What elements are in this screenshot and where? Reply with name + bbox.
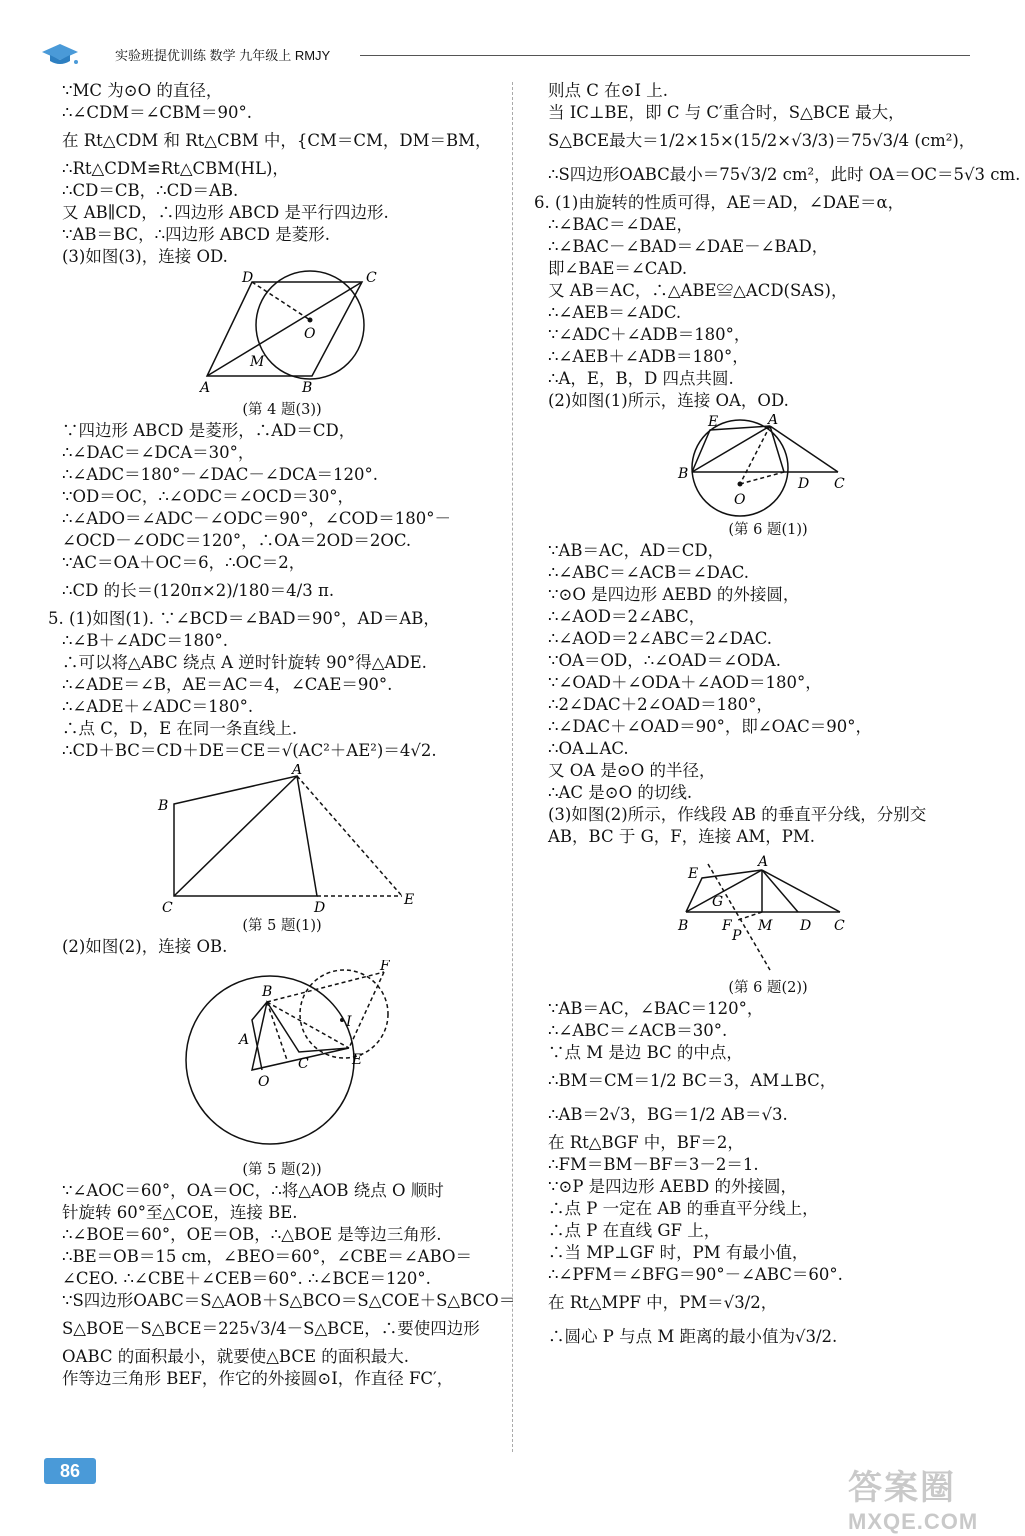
text-line: ∴∠AEB＝∠ADC. [548,303,682,322]
page-header [30,40,990,68]
text-line: 则点 C 在⊙I 上. [548,81,668,100]
text-line: ∴点 C，D，E 在同一条直线上. [62,719,298,738]
point-label: A [292,764,303,778]
text-line: ∴点 P 在直线 GF 上， [548,1221,721,1240]
book-title: 实验班提优训练 数学 九年级上 RMJY [115,48,331,63]
text-line: ∴A，E，B，D 四点共圆. [548,369,734,388]
text-line: ∵AB＝AC，AD＝CD， [548,541,725,560]
point-label: E [404,892,415,908]
point-label: M [758,918,773,934]
text-line: ∴2∠DAC＋2∠OAD＝180°， [548,695,773,714]
text-line: ∴AC 是⊙O 的切线. [548,783,693,802]
text-line: ∴∠CDM＝∠CBM＝90°. [62,103,253,122]
text-line: S△BOE－S△BCE＝225√3/4－S△BCE，∴要使四边形 [62,1319,480,1338]
figure-5-2 [62,960,502,1158]
watermark-line: 答案圈 [848,1469,956,1507]
text-line: ∴S四边形OABC最小＝75√3/2 cm²，此时 OA＝OC＝5√3 cm. [548,165,1021,184]
text-line: ∵∠AOC＝60°，OA＝OC，∴将△AOB 绕点 O 顺时 [62,1181,444,1200]
text-line: ∵∠ADC＋∠ADB＝180°， [548,325,751,344]
figure-caption: (第 4 题(3)) [242,402,322,418]
text-line: (2)如图(1)所示，连接 OA，OD. [548,391,789,410]
text-line: 在 Rt△BGF 中，BF＝2， [548,1133,744,1152]
point-label: A [758,854,769,870]
point-label: E [352,1052,363,1068]
text-line: ∠OCD－∠ODC＝120°，∴OA＝2OD＝2OC. [62,531,412,550]
text-line: ∴∠ADE＝∠B，AE＝AC＝4，∠CAE＝90°. [62,675,393,694]
point-label: B [262,984,273,1000]
point-label: D [242,270,254,286]
point-label: F [722,918,732,934]
text-line: ∴OA⊥AC. [548,739,629,758]
text-line: ∵∠OAD＋∠ODA＋∠AOD＝180°， [548,673,822,692]
point-label: F [380,960,390,974]
text-line: 作等边三角形 BEF，作它的外接圆⊙I，作直径 FC′， [62,1369,454,1388]
point-label: M [250,354,265,370]
figure-caption: (第 6 题(2)) [728,980,808,996]
text-line: ∵⊙O 是四边形 AEBD 的外接圆， [548,585,800,604]
figure-5-1 [62,764,502,914]
watermark [848,1460,998,1534]
point-label: D [798,476,810,492]
text-line: (3)如图(2)所示，作线段 AB 的垂直平分线，分别交 [548,805,927,824]
text-line: ∴∠BOE＝60°，OE＝OB，∴△BOE 是等边三角形. [62,1225,442,1244]
point-label: C [298,1056,309,1072]
page-number: 86 [44,1458,96,1484]
point-label: C [834,918,845,934]
text-line: ∴当 MP⊥GF 时，PM 有最小值， [548,1243,809,1262]
text-line: ∴∠AOD＝2∠ABC， [548,607,706,626]
text-line: 即∠BAE＝∠CAD. [548,259,688,278]
watermark-line: MXQE.COM [848,1509,979,1534]
text-line: ∴∠B＋∠ADC＝180°. [62,631,229,650]
text-line: 又 AB＝AC，∴△ABE≌△ACD(SAS)， [548,281,848,300]
point-label: B [678,466,689,482]
text-line: 又 OA 是⊙O 的半径， [548,761,716,780]
text-line: ∵S四边形OABC＝S△AOB＋S△BCO＝S△COE＋S△BCO＝ [62,1291,516,1310]
point-label: G [712,894,724,910]
text-line: ∴∠ABC＝∠ACB＝∠DAC. [548,563,750,582]
text-line: ∴CD 的长＝(120π×2)/180＝4/3 π. [62,581,335,600]
text-line: ∴∠AEB＋∠ADB＝180°， [548,347,749,366]
figure-4-3 [62,270,502,398]
text-line: ∵四边形 ABCD 是菱形，∴AD＝CD， [62,421,356,440]
text-line: (3)如图(3)，连接 OD. [62,247,228,266]
figure-caption: (第 5 题(1)) [242,918,322,934]
point-label: I [346,1014,352,1030]
text-line: OABC 的面积最小，就要使△BCE 的面积最大. [62,1347,410,1366]
figure-caption: (第 6 题(1)) [728,522,808,538]
text-line: ∵⊙P 是四边形 AEBD 的外接圆， [548,1177,797,1196]
text-line: ∴可以将△ABC 绕点 A 逆时针旋转 90°得△ADE. [62,653,427,672]
text-line: 又 AB∥CD，∴四边形 ABCD 是平行四边形. [62,203,389,222]
text-line: ∠CEO. ∴∠CBE＋∠CEB＝60°. ∴∠BCE＝120°. [62,1269,431,1288]
text-line: ∴∠BAC＝∠DAE， [548,215,694,234]
text-line: ∴∠ADO＝∠ADC－∠ODC＝90°，∠COD＝180°－ [62,509,451,528]
text-line: ∵点 M 是边 BC 的中点， [548,1043,743,1062]
point-label: A [200,380,211,396]
point-label: O [304,326,316,342]
point-label: A [768,414,779,428]
text-line: ∴∠ADC＝180°－∠DAC－∠DCA＝120°. [62,465,379,484]
text-line: ∴BM＝CM＝1/2 BC＝3，AM⊥BC， [548,1071,837,1090]
text-line: 当 IC⊥BE，即 C 与 C′重合时，S△BCE 最大， [548,103,905,122]
figure-6-1 [548,414,988,518]
text-line: ∴∠DAC＋∠OAD＝90°，即∠OAC＝90°， [548,717,872,736]
figure-caption: (第 5 题(2)) [242,1162,322,1178]
text-line: AB，BC 于 G，F，连接 AM，PM. [548,827,816,846]
text-line: ∴∠BAC－∠BAD＝∠DAE－∠BAD， [548,237,829,256]
text-line: 在 Rt△MPF 中，PM＝√3/2， [548,1293,778,1312]
point-label: D [314,900,326,914]
point-label: O [734,492,746,508]
point-label: C [366,270,377,286]
left-column [48,80,516,1390]
point-label: E [688,866,699,882]
text-line: ∵MC 为⊙O 的直径， [62,81,223,100]
text-line: ∴CD＋BC＝CD＋DE＝CE＝√(AC²＋AE²)＝4√2. [62,741,437,760]
point-label: D [800,918,812,934]
point-label: E [708,414,719,430]
question-6-line: 6. (1)由旋转的性质可得，AE＝AD，∠DAE＝α， [534,193,905,212]
text-line: ∵AB＝AC，∠BAC＝120°， [548,999,764,1018]
figure-6-2 [548,850,988,976]
point-label: O [258,1074,270,1090]
header-rule [360,55,970,56]
text-line: ∵AC＝OA＋OC＝6，∴OC＝2， [62,553,306,572]
text-line: ∵AB＝BC，∴四边形 ABCD 是菱形. [62,225,331,244]
text-line: ∴∠AOD＝2∠ABC＝2∠DAC. [548,629,773,648]
text-line: ∴圆心 P 与点 M 距离的最小值为√3/2. [548,1327,838,1346]
text-line: (2)如图(2)，连接 OB. [62,937,228,956]
text-line: ∴BE＝OB＝15 cm，∠BEO＝60°，∠CBE＝∠ABO＝ [62,1247,473,1266]
text-line: ∴CD＝CB，∴CD＝AB. [62,181,239,200]
text-line: 针旋转 60°至△COE，连接 BE. [62,1203,298,1222]
text-line: ∵OD＝OC，∴∠ODC＝∠OCD＝30°， [62,487,355,506]
right-column [534,80,1021,1354]
text-line: ∴AB＝2√3，BG＝1/2 AB＝√3. [548,1105,788,1124]
point-label: C [834,476,845,492]
point-label: B [302,380,313,396]
text-line: ∴点 P 一定在 AB 的垂直平分线上， [548,1199,819,1218]
question-5-line: 5. (1)如图(1). ∵∠BCD＝∠BAD＝90°，AD＝AB， [48,609,440,628]
text-line: 在 Rt△CDM 和 Rt△CBM 中，{CM＝CM，DM＝BM， [62,131,492,150]
point-label: B [678,918,689,934]
text-line: S△BCE最大＝1/2×15×(15/2×√3/3)＝75√3/4 (cm²)， [548,131,976,150]
text-line: ∴Rt△CDM≌Rt△CBM(HL)， [62,159,289,178]
graduation-cap-icon [40,42,80,66]
point-label: P [732,928,742,944]
point-label: C [162,900,173,914]
text-line: ∴∠ABC＝∠ACB＝30°. [548,1021,728,1040]
text-line: ∴∠ADE＋∠ADC＝180°. [62,697,254,716]
text-line: ∴∠PFM＝∠BFG＝90°－∠ABC＝60°. [548,1265,843,1284]
column-divider [512,82,513,1452]
text-line: ∵OA＝OD，∴∠OAD＝∠ODA. [548,651,781,670]
text-line: ∴FM＝BM－BF＝3－2＝1. [548,1155,759,1174]
point-label: B [158,798,169,814]
point-label: A [239,1032,250,1048]
text-line: ∴∠DAC＝∠DCA＝30°， [62,443,255,462]
